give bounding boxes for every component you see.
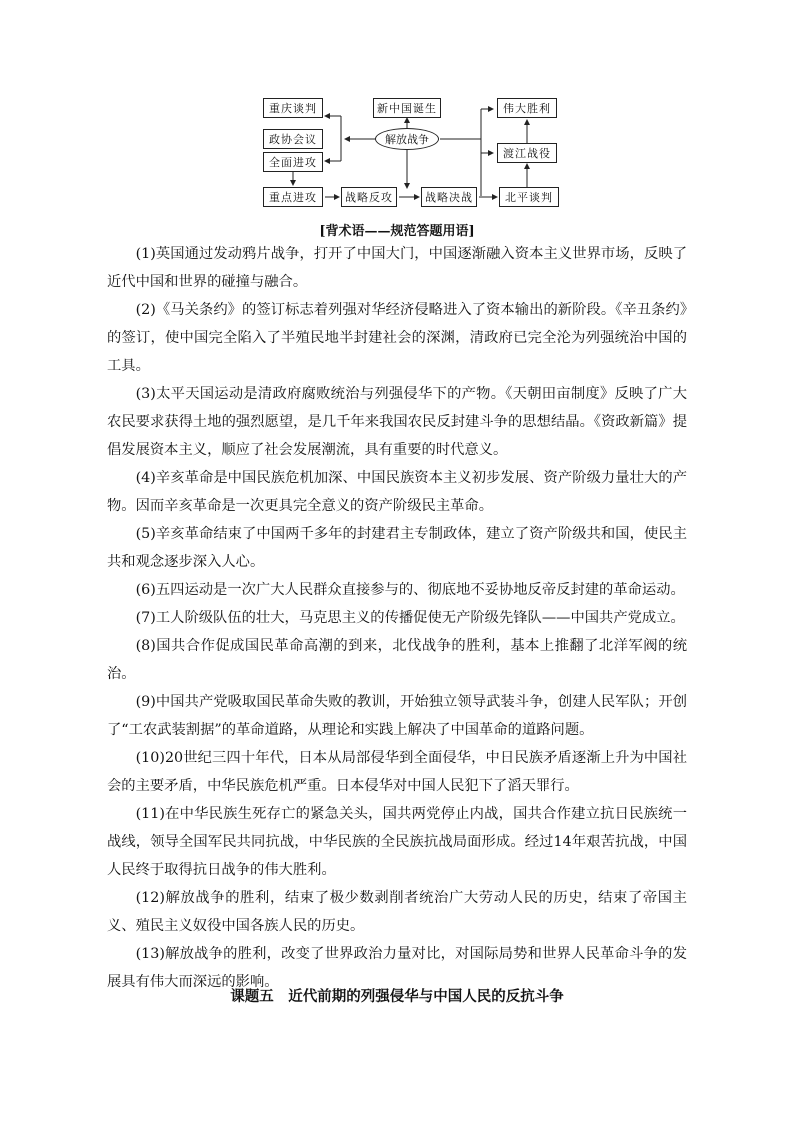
paragraph-8: (8)国共合作促成国民革命高潮的到来，北伐战争的胜利，基本上推翻了北洋军阀的统治。 <box>107 638 687 682</box>
paragraph-11: (11)在中华民族生死存亡的紧急关头，国共两党停止内战，国共合作建立抗日民族统一战线，领导全国军民共同抗战，中华民族的全民族抗战局面形成。经过14年艰苦抗战，中国人民终于取得抗日战争的伟大胜利。 <box>107 806 687 878</box>
diagram-node-dujiang: 渡江战役 <box>497 143 557 163</box>
paragraph-4: (4)辛亥革命是中国民族危机加深、中国民族资本主义初步发展、资产阶级力量壮大的产物。因而辛亥革命是一次更具完全意义的资产阶级民主革命。 <box>107 470 687 514</box>
diagram-node-chongqing: 重庆谈判 <box>263 98 323 118</box>
section-caption: [背术语——规范答题用语] <box>319 224 475 239</box>
paragraph-3: (3)太平天国运动是清政府腐败统治与列强侵华下的产物。《天朝田亩制度》反映了广大农民要求获得土地的强烈愿望，是几千年来我国农民反封建斗争的思想结晶。《资政新篇》提倡发展资本主义，顺应了社会发展潮流，具有重要的时代意义。 <box>107 386 687 458</box>
diagram-node-zhongdian: 重点进攻 <box>263 187 323 207</box>
diagram-node-new-china: 新中国诞生 <box>373 98 441 118</box>
paragraph-6: (6)五四运动是一次广大人民群众直接参与的、彻底地不妥协地反帝反封建的革命运动。 <box>135 582 685 598</box>
liberation-war-diagram <box>255 92 565 214</box>
paragraph-9: (9)中国共产党吸取国民革命失败的教训，开始独立领导武装斗争，创建人民军队；开创了“工农武装割据”的革命道路，从理论和实践上解决了中国革命的道路问题。 <box>107 694 687 738</box>
paragraph-12: (12)解放战争的胜利，结束了极少数剥削者统治广大劳动人民的历史，结束了帝国主义、殖民主义奴役中国各族人民的历史。 <box>107 890 687 934</box>
paragraph-10: (10)20世纪三四十年代，日本从局部侵华到全面侵华，中日民族矛盾逐渐上升为中国社会的主要矛盾，中华民族危机严重。日本侵华对中国人民犯下了滔天罪行。 <box>107 750 687 794</box>
paragraph-2: (2)《马关条约》的签订标志着列强对华经济侵略进入了资本输出的新阶段。《辛丑条约》的签订，使中国完全陷入了半殖民地半封建社会的深渊，清政府已完全沦为列强统治中国的工具。 <box>107 302 687 374</box>
paragraph-1: (1)英国通过发动鸦片战争，打开了中国大门，中国逐渐融入资本主义世界市场，反映了近代中国和世界的碰撞与融合。 <box>107 246 687 290</box>
answer-phrases-list <box>107 240 687 996</box>
diagram-node-quanmian: 全面进攻 <box>263 152 323 172</box>
lesson-title: 课题五 近代前期的列强侵华与中国人民的反抗斗争 <box>230 988 564 1005</box>
diagram-node-zhengxie: 政协会议 <box>263 129 323 149</box>
paragraph-5: (5)辛亥革命结束了中国两千多年的封建君主专制政体，建立了资产阶级共和国，使民主共和观念逐步深入人心。 <box>107 526 687 570</box>
diagram-node-fangong: 战略反攻 <box>341 187 397 207</box>
paragraph-13: (13)解放战争的胜利，改变了世界政治力量对比，对国际局势和世界人民革命斗争的发展具有伟大而深远的影响。 <box>107 946 687 990</box>
diagram-node-victory: 伟大胜利 <box>497 98 557 118</box>
paragraph-7: (7)工人阶级队伍的壮大，马克思主义的传播促使无产阶级先锋队——中国共产党成立。 <box>135 610 685 626</box>
diagram-node-jiefang: 解放战争 <box>375 128 439 150</box>
diagram-node-juezhan: 战略决战 <box>421 187 477 207</box>
diagram-node-beiping: 北平谈判 <box>499 187 559 207</box>
